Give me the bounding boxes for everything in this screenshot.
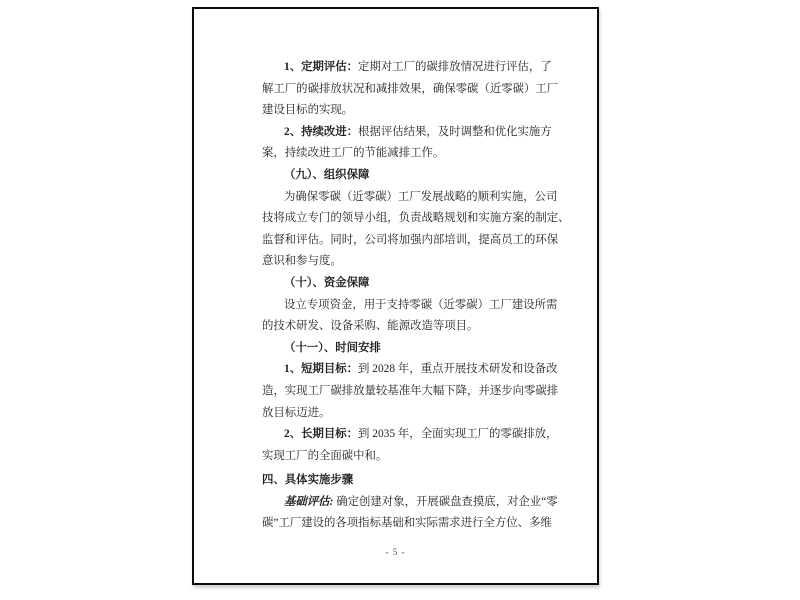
text-run: 四、具体实施步骤 [262, 474, 354, 487]
page-number: - 5 - [385, 547, 406, 557]
text-run: （十）、资金保障 [284, 276, 370, 289]
text-line [262, 57, 562, 79]
text-run: （九）、组织保障 [284, 168, 370, 181]
text-run: 意识和参与度。 [262, 255, 342, 268]
text-run: 实现工厂的全面碳中和。 [262, 449, 388, 462]
text-run: 的技术研发、设备采购、能源改造等项目。 [262, 320, 479, 333]
document-lines [262, 57, 570, 535]
text-run: 设立专项资金，用于支持零碳（近零碳）工厂建设所需 [284, 298, 558, 311]
heading-line [262, 273, 562, 295]
text-run: 造，实现工厂碳排放量较基准年大幅下降，并逐步向零碳排 [262, 384, 559, 397]
heading-line [262, 470, 562, 492]
heading-line [262, 338, 562, 360]
document-page [192, 7, 599, 585]
text-run: 技将成立专门的领导小组，负责战略规划和实施方案的制定、 [262, 212, 570, 225]
text-run: 到 2028 年，重点开展技术研发和设备改 [358, 363, 558, 376]
text-run: 基础评估: [284, 495, 337, 508]
text-run: 1、短期目标： [284, 363, 359, 376]
text-line [262, 143, 562, 165]
text-run: 碳”工厂建设的各项指标基础和实际需求进行全方位、多维 [262, 517, 552, 530]
text-run: （十一）、时间安排 [284, 341, 381, 354]
text-line [262, 251, 562, 273]
text-run: 确定创建对象，开展碳盘查摸底，对企业“零 [336, 495, 558, 508]
text-run: 2、持续改进： [284, 125, 359, 138]
text-run: 放目标迈进。 [262, 406, 331, 419]
text-line [262, 492, 562, 514]
text-line [262, 446, 562, 468]
text-line [262, 230, 562, 252]
text-line [262, 403, 562, 425]
text-run: 建设目标的实现。 [262, 104, 354, 117]
text-line [262, 316, 562, 338]
text-line [262, 79, 562, 101]
text-line [262, 187, 562, 209]
text-line [262, 359, 562, 381]
heading-line [262, 165, 562, 187]
text-run: 2、长期目标： [284, 428, 359, 441]
text-run: 定期对工厂的碳排放情况进行评估，了 [358, 61, 552, 73]
text-run: 解工厂的碳排放状况和减排效果，确保零碳（近零碳）工厂 [262, 82, 559, 95]
text-run: 为确保零碳（近零碳）工厂发展战略的顺利实施，公司 [284, 190, 558, 203]
text-line [262, 208, 570, 230]
text-line [262, 381, 562, 403]
text-run: 根据评估结果，及时调整和优化实施方 [358, 125, 552, 138]
text-line [262, 513, 562, 535]
text-line [262, 295, 562, 317]
text-run: 到 2035 年，全面实现工厂的零碳排放， [358, 428, 558, 441]
text-line [262, 100, 562, 122]
text-run: 案，持续改进工厂的节能减排工作。 [262, 147, 445, 160]
text-line [262, 122, 562, 144]
text-run: 1、定期评估： [284, 61, 359, 73]
text-run: 监督和评估。同时，公司将加强内部培训，提高员工的环保 [262, 233, 559, 246]
text-line [262, 424, 562, 446]
